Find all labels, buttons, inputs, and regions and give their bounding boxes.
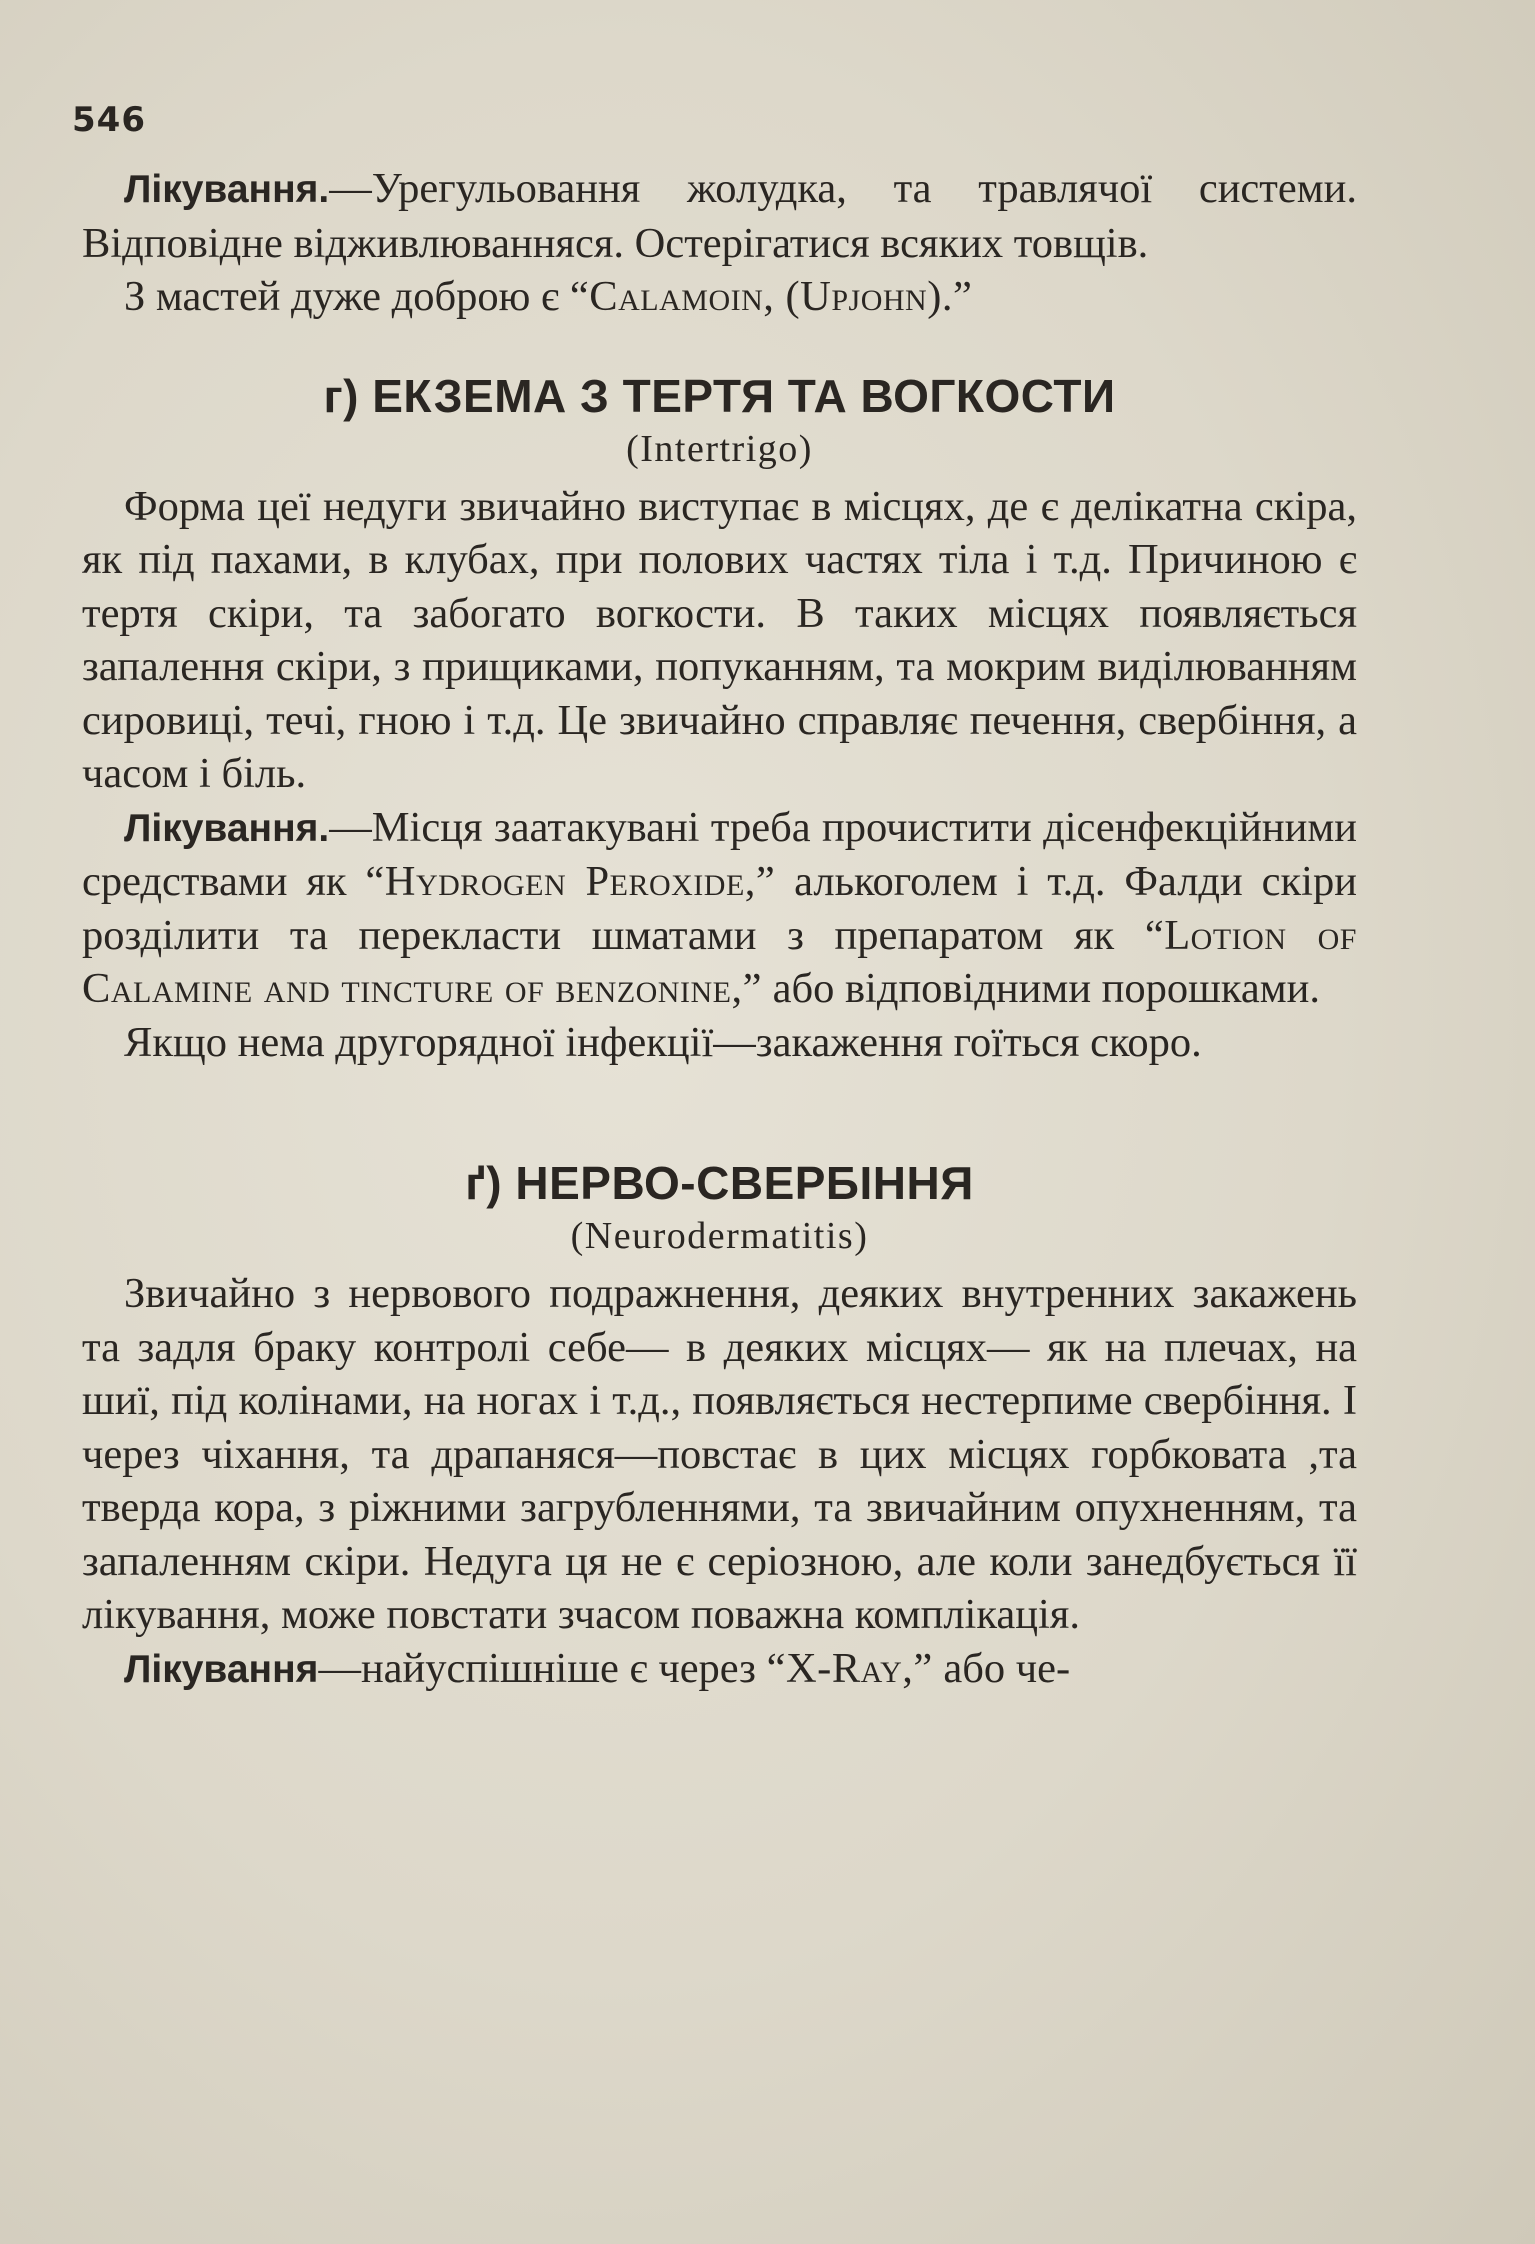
page-number: 546 — [72, 100, 146, 140]
prognosis-paragraph: Якщо нема другорядної інфекції—закаження гоїться скоро. — [124, 1018, 1202, 1066]
paragraph-text: З мастей дуже доброю є — [124, 273, 570, 320]
latin-term: “Calamoin, (Upjohn).” — [569, 273, 973, 320]
paragraph-text: —Місця заатакувані треба прочистити дісенфекційними средствами як — [82, 803, 1357, 905]
paragraph-text: —найуспішніше є через — [318, 1644, 767, 1692]
description-paragraph-intertrigo: Форма цеї недуги звичайно виступає в місцях, де є делікатна скіра, як під пахами, в клубах, при полових частях тіла і т.д. Причиною є тертя скіри, та забогато вогкости. В таких місцях появляється запалення скіри, з прищиками, попуканням, та мокрим виділюванням сировиці, течі, гною і т.д. Це звичайно справляє печення, свербіння, а часом і біль. — [82, 482, 1357, 797]
section-heading-neurodermatitis: ґ) НЕРВО-СВЕРБІННЯ — [465, 1157, 974, 1209]
ointment-paragraph — [82, 270, 1357, 324]
description-paragraph-neurodermatitis: Звичайно з нервового подражнення, деяких внутренних закажень та задля браку контролі себе— в деяких місцях— як на плечах, на шиї, під колінами, на ногах і т.д., появляється нестерпиме свербіння. І через чіхання, та драпаняся—повстає в цих місцях горбковата ,та тверда кора, з ріжними загрубленнями, та звичайним опухненням, та запаленням скіри. Недуга ця не є серіозною, але коли занедбується її лікування, може повстати зчасом поважна комплікація. — [82, 1270, 1357, 1638]
section-subheading-neurodermatitis: (Neurodermatitis) — [570, 1215, 869, 1257]
latin-term: “X-Ray,” — [766, 1644, 933, 1692]
paragraph-text: —Урегульовання жолудка, та травлячої системи. Відповідне відживлюванняся. Остерігатися всяких товщів. — [82, 165, 1357, 267]
paragraph-text: або відповідними порошками. — [761, 965, 1321, 1012]
treatment-paragraph-2 — [82, 801, 1357, 1016]
treatment-label: Лікування — [124, 1647, 319, 1691]
section-subheading-intertrigo: (Intertrigo) — [626, 427, 813, 470]
spacer — [82, 1069, 1357, 1155]
treatment-label: Лікування. — [124, 806, 330, 850]
latin-term: “Hydrogen Peroxide,” — [365, 858, 776, 905]
section-heading-eczema: г) ЕКЗЕМА З ТЕРТЯ ТА ВОГКОСТИ — [323, 369, 1116, 422]
latin-term: “Lotion of Calamine and tincture of benzonine,” — [82, 911, 1357, 1012]
paragraph-text: алькоголем і т.д. Фалди скіри розділити та перекласти шматами з препаратом як — [82, 858, 1357, 959]
treatment-label: Лікування. — [124, 168, 330, 211]
paragraph-text: або че- — [932, 1644, 1071, 1692]
treatment-paragraph-3 — [82, 1642, 1357, 1697]
treatment-paragraph-1 — [82, 162, 1357, 270]
spacer — [82, 324, 1357, 368]
page-content — [72, 100, 1357, 1696]
